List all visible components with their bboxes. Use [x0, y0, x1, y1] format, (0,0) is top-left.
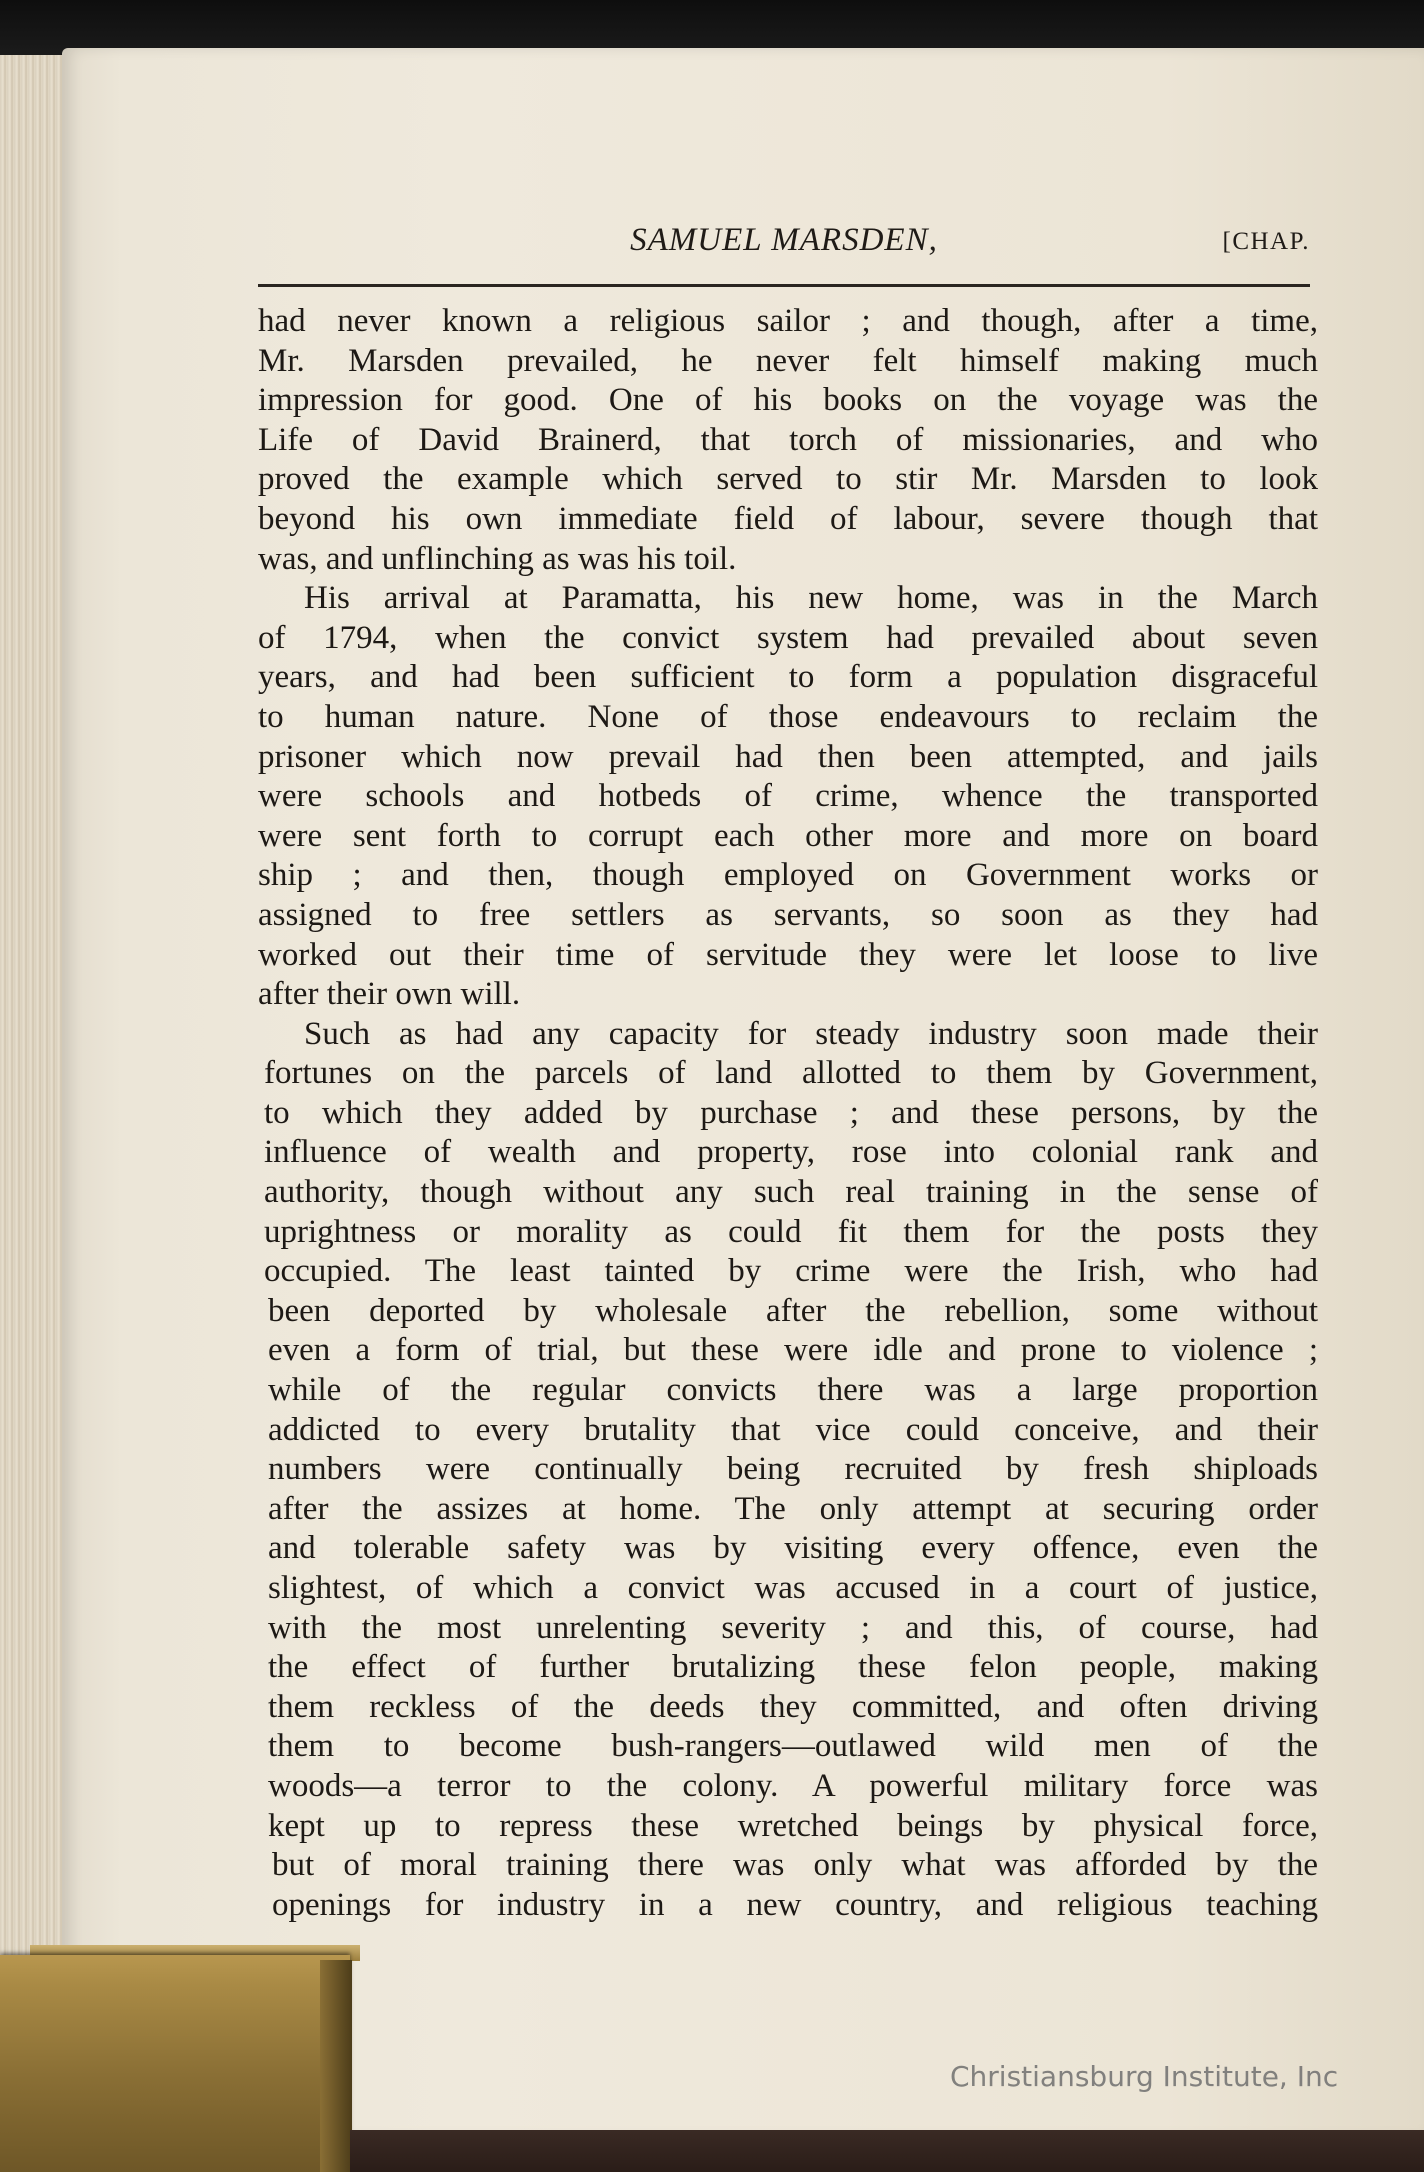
text-line: kept up to repress these wretched beings by physical force,	[268, 1807, 1318, 1844]
text-line: with the most unrelenting severity ; and this, of course, had	[268, 1609, 1318, 1646]
text-line: slightest, of which a convict was accused in a court of justice,	[268, 1570, 1318, 1606]
text-line: Mr. Marsden prevailed, he never felt himself making much	[258, 342, 1318, 379]
body-text	[258, 302, 1318, 1925]
text-line: but of moral training there was only what was afforded by the	[272, 1847, 1318, 1884]
text-line: even a form of trial, but these were idle and prone to violence ;	[268, 1332, 1318, 1369]
text-line: been deported by wholesale after the rebellion, some without	[268, 1292, 1318, 1329]
text-line: beyond his own immediate field of labour, severe though that	[258, 500, 1318, 537]
text-line: and tolerable safety was by visiting every offence, even the	[268, 1530, 1318, 1567]
text-line: after their own will.	[258, 976, 521, 1013]
header-rule	[258, 284, 1310, 287]
text-line: years, and had been sufficient to form a population disgraceful	[258, 659, 1318, 696]
running-title: SAMUEL MARSDEN,	[630, 222, 938, 258]
text-line: numbers were continually being recruited by fresh shiploads	[268, 1451, 1318, 1488]
text-line: uprightness or morality as could fit them for the posts they	[264, 1213, 1318, 1250]
text-line: had never known a religious sailor ; and though, after a time,	[258, 303, 1318, 339]
text-line: proved the example which served to stir Mr. Marsden to look	[258, 461, 1318, 498]
text-line: the effect of further brutalizing these felon people, making	[268, 1649, 1318, 1686]
text-line: fortunes on the parcels of land allotted to them by Government,	[264, 1055, 1318, 1092]
text-line: addicted to every brutality that vice could conceive, and their	[268, 1411, 1318, 1448]
text-line: them reckless of the deeds they committed, and often driving	[268, 1688, 1318, 1725]
text-line: impression for good. One of his books on the voyage was the	[258, 382, 1318, 419]
text-line: woods—a terror to the colony. A powerful military force was	[268, 1767, 1318, 1804]
watermark: Christiansburg Institute, Inc	[950, 2060, 1339, 2093]
text-line: assigned to free settlers as servants, so soon as they had	[258, 896, 1318, 933]
text-line: was, and unflinching as was his toil.	[258, 540, 737, 577]
text-line: them to become bush-rangers—outlawed wild men of the	[268, 1728, 1318, 1765]
text-line: prisoner which now prevail had then been attempted, and jails	[258, 738, 1318, 775]
chapter-mark: [CHAP.	[1222, 228, 1310, 255]
text-line: ship ; and then, though employed on Government works or	[258, 857, 1318, 894]
text-line: to human nature. None of those endeavours to reclaim the	[258, 698, 1318, 735]
text-line: of 1794, when the convict system had prevailed about seven	[258, 619, 1318, 656]
page-edges	[0, 55, 67, 1975]
bottom-shadow	[350, 2130, 1424, 2172]
text-line: while of the regular convicts there was a large proportion	[268, 1372, 1318, 1409]
book-spine	[320, 1960, 352, 2172]
book-edge	[0, 1955, 350, 2172]
text-line: occupied. The least tainted by crime were the Irish, who had	[264, 1253, 1318, 1290]
text-line: after the assizes at home. The only attempt at securing order	[268, 1490, 1318, 1527]
text-line: were schools and hotbeds of crime, whence the transported	[258, 778, 1318, 815]
text-line: His arrival at Paramatta, his new home, was in the March	[304, 580, 1318, 617]
page-header	[258, 222, 1310, 272]
text-line: Life of David Brainerd, that torch of missionaries, and who	[258, 421, 1318, 458]
text-line: worked out their time of servitude they were let loose to live	[258, 936, 1318, 973]
text-line: authority, though without any such real training in the sense of	[264, 1174, 1318, 1211]
text-line: to which they added by purchase ; and these persons, by the	[264, 1094, 1318, 1131]
text-line: Such as had any capacity for steady industry soon made their	[304, 1015, 1318, 1052]
text-line: were sent forth to corrupt each other more and more on board	[258, 817, 1318, 854]
text-line: openings for industry in a new country, and religious teaching	[272, 1886, 1318, 1923]
text-line: influence of wealth and property, rose into colonial rank and	[264, 1134, 1318, 1171]
